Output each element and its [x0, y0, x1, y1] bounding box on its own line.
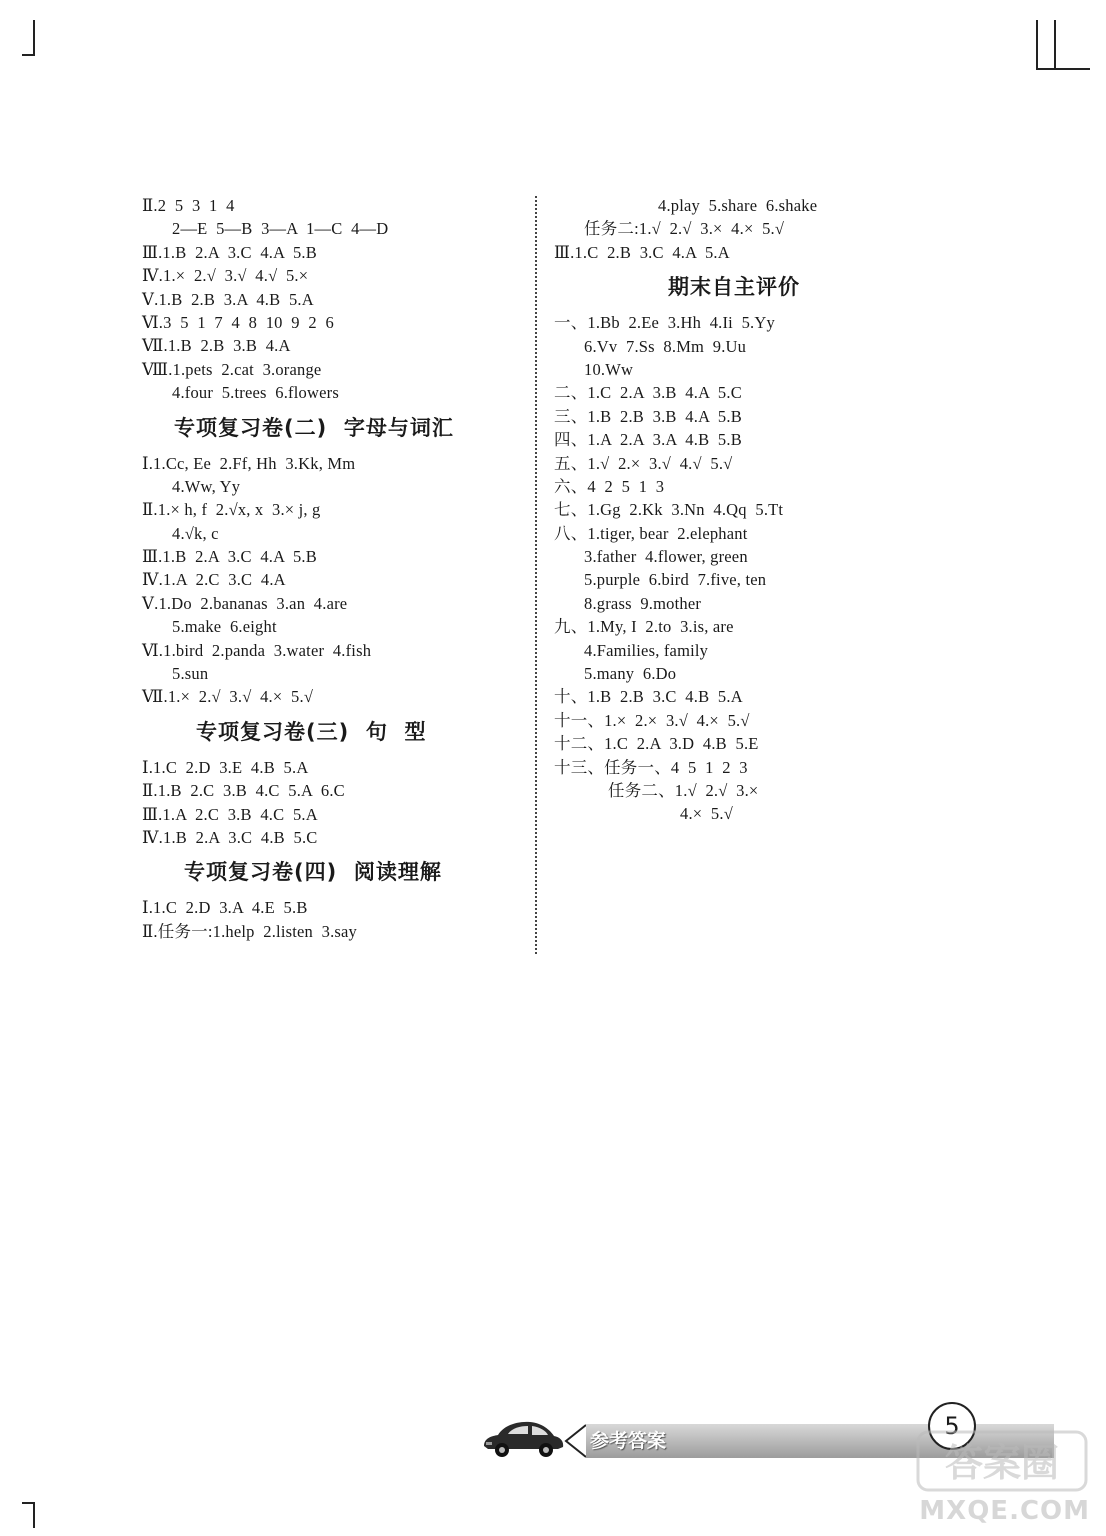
answer-line: Ⅲ.1.B 2.A 3.C 4.A 5.B	[142, 547, 317, 567]
section-title-sentence: 专项复习卷(三) 句 型	[196, 719, 427, 744]
crop-mark-bottom-left-h	[22, 1502, 35, 1504]
answer-line: 2—E 5—B 3—A 1—C 4—D	[172, 219, 389, 239]
crop-mark-top-left-foot	[22, 54, 35, 56]
answer-line: 5.make 6.eight	[172, 617, 277, 637]
answer-line: Ⅵ.3 5 1 7 4 8 10 9 2 6	[142, 312, 334, 332]
answer-line: Ⅱ.任务一:1.help 2.listen 3.say	[142, 921, 357, 941]
answer-line: 5.purple 6.bird 7.five, ten	[584, 570, 767, 590]
answer-line: 任务二、1.√ 2.√ 3.×	[608, 780, 759, 800]
answer-line: 十二、1.C 2.A 3.D 4.B 5.E	[554, 734, 759, 754]
answer-line: 二、1.C 2.A 3.B 4.A 5.C	[554, 383, 742, 403]
watermark-logo-text: 答案圈	[944, 1441, 1060, 1485]
answer-line: Ⅶ.1.B 2.B 3.B 4.A	[142, 336, 291, 356]
answer-line: Ⅴ.1.B 2.B 3.A 4.B 5.A	[142, 289, 314, 309]
answer-line: Ⅱ.2 5 3 1 4	[142, 196, 235, 215]
crop-mark-top-right-2	[1054, 20, 1056, 70]
left-column	[142, 194, 522, 943]
answer-line: Ⅷ.1.pets 2.cat 3.orange	[142, 359, 322, 379]
answer-line: 8.grass 9.mother	[584, 593, 702, 613]
watermark-logo	[914, 1426, 1090, 1496]
answer-line: 八、1.tiger, bear 2.elephant	[554, 523, 748, 543]
answer-line: 十、1.B 2.B 3.C 4.B 5.A	[554, 687, 743, 707]
answer-line: 5.many 6.Do	[584, 664, 677, 684]
answer-line: 3.father 4.flower, green	[584, 547, 748, 567]
answer-line: Ⅱ.1.× h, f 2.√x, x 3.× j, g	[142, 500, 321, 520]
answer-line: 6.Vv 7.Ss 8.Mm 9.Uu	[584, 336, 747, 356]
answer-line: 4.Ww, Yy	[172, 476, 241, 496]
section-title-final: 期末自主评价	[668, 275, 800, 300]
crop-mark-top-left	[33, 20, 35, 56]
answer-line: 十三、任务一、4 5 1 2 3	[554, 757, 748, 777]
answer-line: Ⅲ.1.B 2.A 3.C 4.A 5.B	[142, 242, 317, 262]
crop-mark-top-right-h	[1036, 68, 1090, 70]
car-icon	[478, 1416, 566, 1460]
answer-line: 五、1.√ 2.× 3.√ 4.√ 5.√	[554, 453, 733, 473]
answer-line: Ⅴ.1.Do 2.bananas 3.an 4.are	[142, 593, 348, 613]
answer-line: Ⅱ.1.B 2.C 3.B 4.C 5.A 6.C	[142, 781, 345, 801]
answer-line: Ⅲ.1.A 2.C 3.B 4.C 5.A	[142, 804, 318, 824]
answer-line: 十一、1.× 2.× 3.√ 4.× 5.√	[554, 710, 750, 730]
answer-line: 10.Ww	[584, 359, 634, 379]
answer-line: Ⅳ.1.B 2.A 3.C 4.B 5.C	[142, 827, 318, 847]
answer-line: 六、4 2 5 1 3	[554, 476, 665, 496]
answer-line: 5.sun	[172, 664, 209, 684]
answer-line: 四、1.A 2.A 3.A 4.B 5.B	[554, 430, 742, 450]
section-title-reading: 专项复习卷(四) 阅读理解	[184, 860, 442, 885]
answer-line: Ⅰ.1.C 2.D 3.E 4.B 5.A	[142, 757, 309, 777]
section-title-vocab: 专项复习卷(二) 字母与词汇	[174, 415, 454, 440]
answer-line: 三、1.B 2.B 3.B 4.A 5.B	[554, 406, 742, 426]
answer-line: 4.play 5.share 6.shake	[658, 196, 818, 215]
crop-mark-bottom-left	[33, 1502, 35, 1528]
page-number: 5	[928, 1402, 976, 1450]
answer-line: 4.Families, family	[584, 640, 709, 660]
answer-line: Ⅰ.1.C 2.D 3.A 4.E 5.B	[142, 898, 308, 918]
answer-line: 一、1.Bb 2.Ee 3.Hh 4.Ii 5.Yy	[554, 313, 775, 333]
right-column	[554, 194, 954, 826]
answer-line: 九、1.My, I 2.to 3.is, are	[554, 617, 734, 637]
arrow-icon	[564, 1424, 588, 1458]
answer-line: Ⅶ.1.× 2.√ 3.√ 4.× 5.√	[142, 687, 314, 707]
answer-line: 任务二:1.√ 2.√ 3.× 4.× 5.√	[584, 219, 785, 239]
answer-line: Ⅳ.1.A 2.C 3.C 4.A	[142, 570, 286, 590]
watermark-text: MXQE.COM	[919, 1496, 1090, 1526]
answer-line: 4.√k, c	[172, 523, 219, 543]
answer-line: Ⅰ.1.Cc, Ee 2.Ff, Hh 3.Kk, Mm	[142, 453, 356, 473]
answer-line: 七、1.Gg 2.Kk 3.Nn 4.Qq 5.Tt	[554, 500, 784, 520]
answer-line: Ⅵ.1.bird 2.panda 3.water 4.fish	[142, 640, 372, 660]
crop-mark-top-right	[1036, 20, 1038, 70]
answer-line: 4.× 5.√	[680, 804, 733, 824]
answer-line: Ⅳ.1.× 2.√ 3.√ 4.√ 5.×	[142, 266, 309, 286]
column-divider	[535, 196, 537, 954]
answer-line: Ⅲ.1.C 2.B 3.C 4.A 5.A	[554, 242, 730, 262]
footer-label: 参考答案	[590, 1430, 667, 1452]
watermark	[914, 1426, 1090, 1530]
answer-line: 4.four 5.trees 6.flowers	[172, 383, 339, 403]
